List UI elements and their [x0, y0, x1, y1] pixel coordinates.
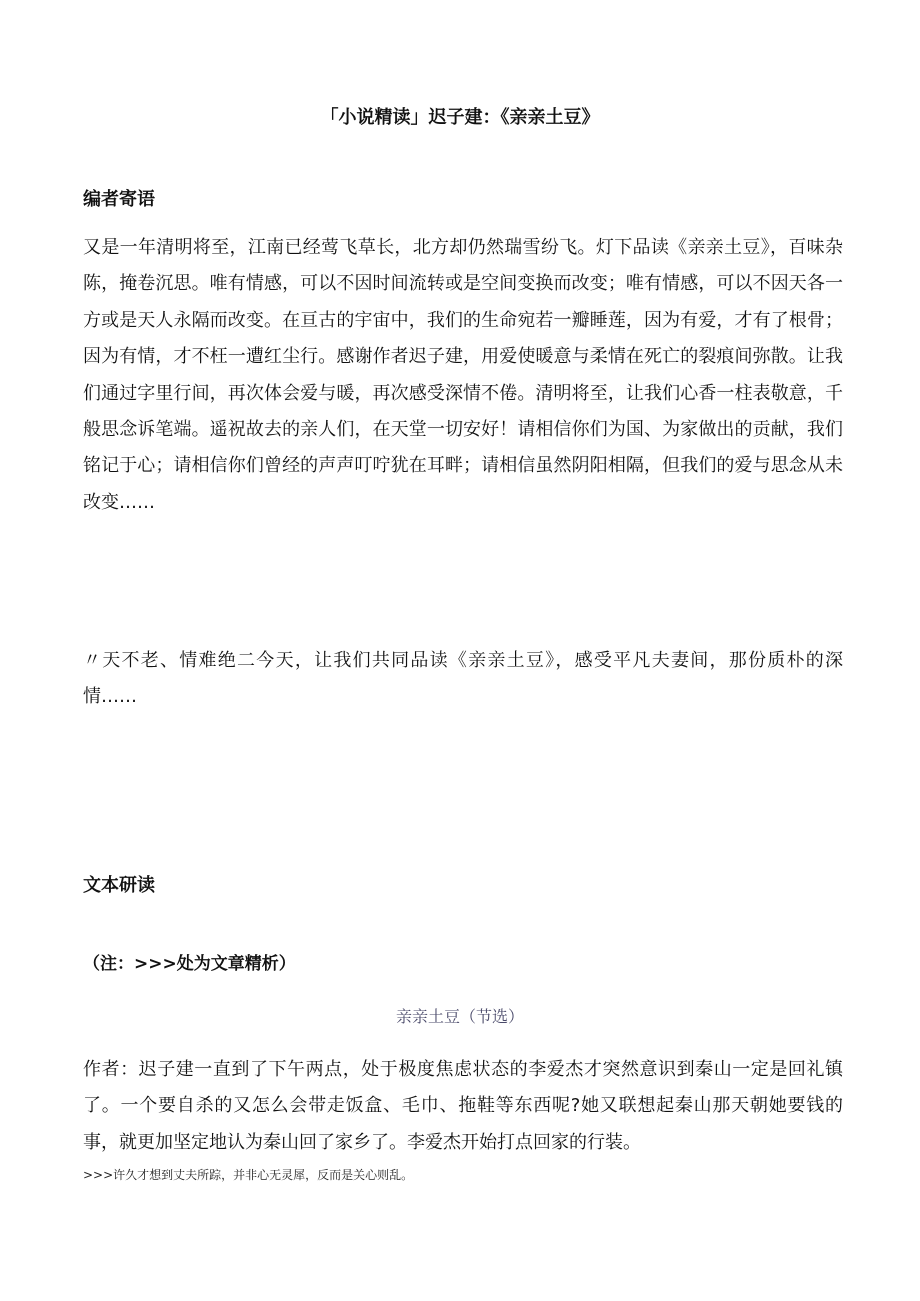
analysis-comment: >>>许久才想到丈夫所踪，并非心无灵犀，反而是关心则乱。: [83, 1168, 414, 1182]
text-reading-heading: 文本研读: [83, 875, 155, 896]
editor-note-closing-paragraph: 〃天不老、情难绝二今天，让我们共同品读《亲亲土豆》，感受平凡夫妻间，那份质朴的深情……: [83, 650, 843, 708]
excerpt-paragraph: 作者：迟子建一直到了下午两点，处于极度焦虑状态的李爱杰才突然意识到秦山一定是回礼镇了。一个要自杀的又怎么会带走饭盒、毛巾、拖鞋等东西呢?她又联想起秦山那天朝她要钱的事，就更加坚定地认为秦山回了家乡了。李爱杰开始打点回家的行装。: [83, 1059, 843, 1153]
editor-note-paragraph: 又是一年清明将至，江南已经莺飞草长，北方却仍然瑞雪纷飞。灯下品读《亲亲土豆》，百味杂陈，掩卷沉思。唯有情感，可以不因时间流转或是空间变换而改变；唯有情感，可以不因天各一方或是天人永隔而改变。在亘古的宇宙中，我们的生命宛若一瓣睡莲，因为有爱，才有了根骨；因为有情，才不枉一遭红尘行。感谢作者迟子建，用爱使暖意与柔情在死亡的裂痕间弥散。让我们通过字里行间，再次体会爱与暖，再次感受深情不倦。清明将至，让我们心香一柱表敬意，千般思念诉笔端。遥祝故去的亲人们，在天堂一切安好！请相信你们为国、为家做出的贡献，我们铭记于心；请相信你们曾经的声声叮咛犹在耳畔；请相信虽然阴阳相隔，但我们的爱与思念从未改变……: [83, 237, 843, 513]
article-title: 「小说精读」迟子建：《亲亲土豆》: [320, 107, 600, 128]
analysis-note: （注：>>>处为文章精析）: [83, 954, 296, 974]
excerpt-subtitle: 亲亲土豆（节选）: [395, 1007, 524, 1026]
editor-note-heading: 编者寄语: [83, 189, 155, 210]
